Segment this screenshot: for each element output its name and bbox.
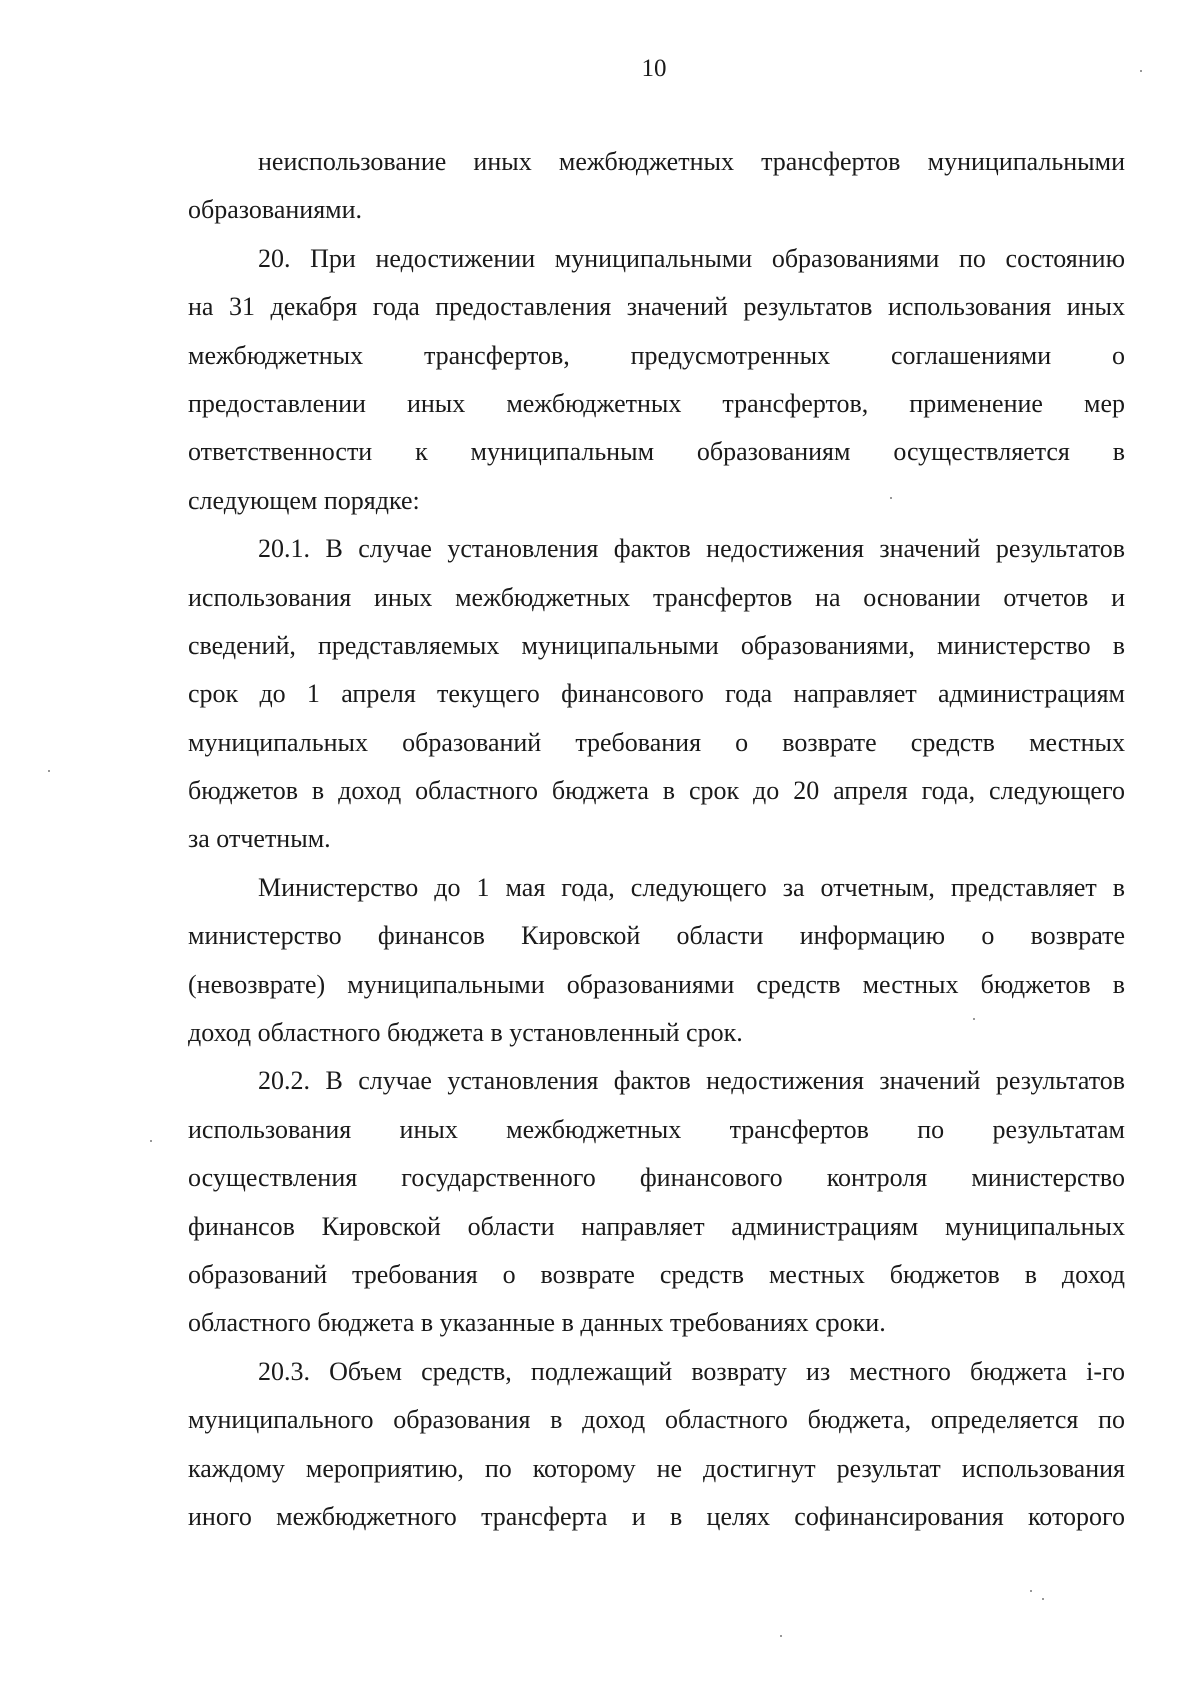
scan-speck [48,770,50,772]
text-line: сведений, представляемых муниципальными образованиями, министерство в [188,630,1125,660]
text-line: предоставлении иных межбюджетных трансфертов, применение мер [188,388,1125,418]
page-number: 10 [641,55,667,82]
text-line: на 31 декабря года предоставления значений результатов использования иных [188,292,1125,322]
text-line: финансов Кировской области направляет администрациям муниципальных [188,1211,1125,1241]
scan-speck [890,497,892,499]
text-line: бюджетов в доход областного бюджета в срок до 20 апреля года, следующего [188,776,1125,806]
text-line: неиспользование иных межбюджетных трансфертов муниципальными [258,147,1125,176]
text-line: срок до 1 апреля текущего финансового года направляет администрациям [188,679,1125,709]
text-line: осуществления государственного финансового контроля министерство [188,1163,1125,1193]
text-line: 20.1. В случае установления фактов недостижения значений результатов [258,534,1125,564]
scan-speck [1140,70,1142,72]
text-line: ответственности к муниципальным образованиям осуществляется в [188,437,1125,467]
text-line: Министерство до 1 мая года, следующего за отчетным, представляет в [258,872,1125,902]
scan-speck [1042,1598,1044,1600]
text-line: образований требования о возврате средств местных бюджетов в доход [188,1259,1125,1289]
text-line: муниципальных образований требования о возврате средств местных [188,727,1125,757]
text-line: использования иных межбюджетных трансфертов по результатам [188,1114,1125,1144]
text-line: иного межбюджетного трансферта и в целях софинансирования которого [188,1501,1125,1531]
text-line: министерство финансов Кировской области информацию о возврате [188,921,1125,951]
text-line: 20. При недостижении муниципальными образованиями по состоянию [258,243,1125,273]
scan-speck [1030,1590,1032,1592]
text-line: (невозврате) муниципальными образованиями средств местных бюджетов в [188,969,1125,999]
text-line: межбюджетных трансфертов, предусмотренных соглашениями о [188,340,1125,370]
text-line: доход областного бюджета в установленный срок. [188,1018,743,1048]
document-body [188,138,1125,1541]
text-line: каждому мероприятию, по которому не достигнут результат использования [188,1453,1125,1483]
text-line: образованиями. [188,195,363,225]
text-line: 20.2. В случае установления фактов недостижения значений результатов [258,1066,1125,1096]
text-line: следующем порядке: [188,485,420,515]
scan-speck [150,1140,152,1142]
text-line: использования иных межбюджетных трансфертов на основании отчетов и [188,582,1125,612]
text-line: областного бюджета в указанные в данных требованиях сроки. [188,1308,886,1338]
scan-speck [973,1018,975,1020]
text-line: за отчетным. [188,824,331,854]
text-line: 20.3. Объем средств, подлежащий возврату из местного бюджета i-го [258,1356,1125,1386]
text-line: муниципального образования в доход областного бюджета, определяется по [188,1405,1125,1435]
scan-speck [780,1635,782,1637]
